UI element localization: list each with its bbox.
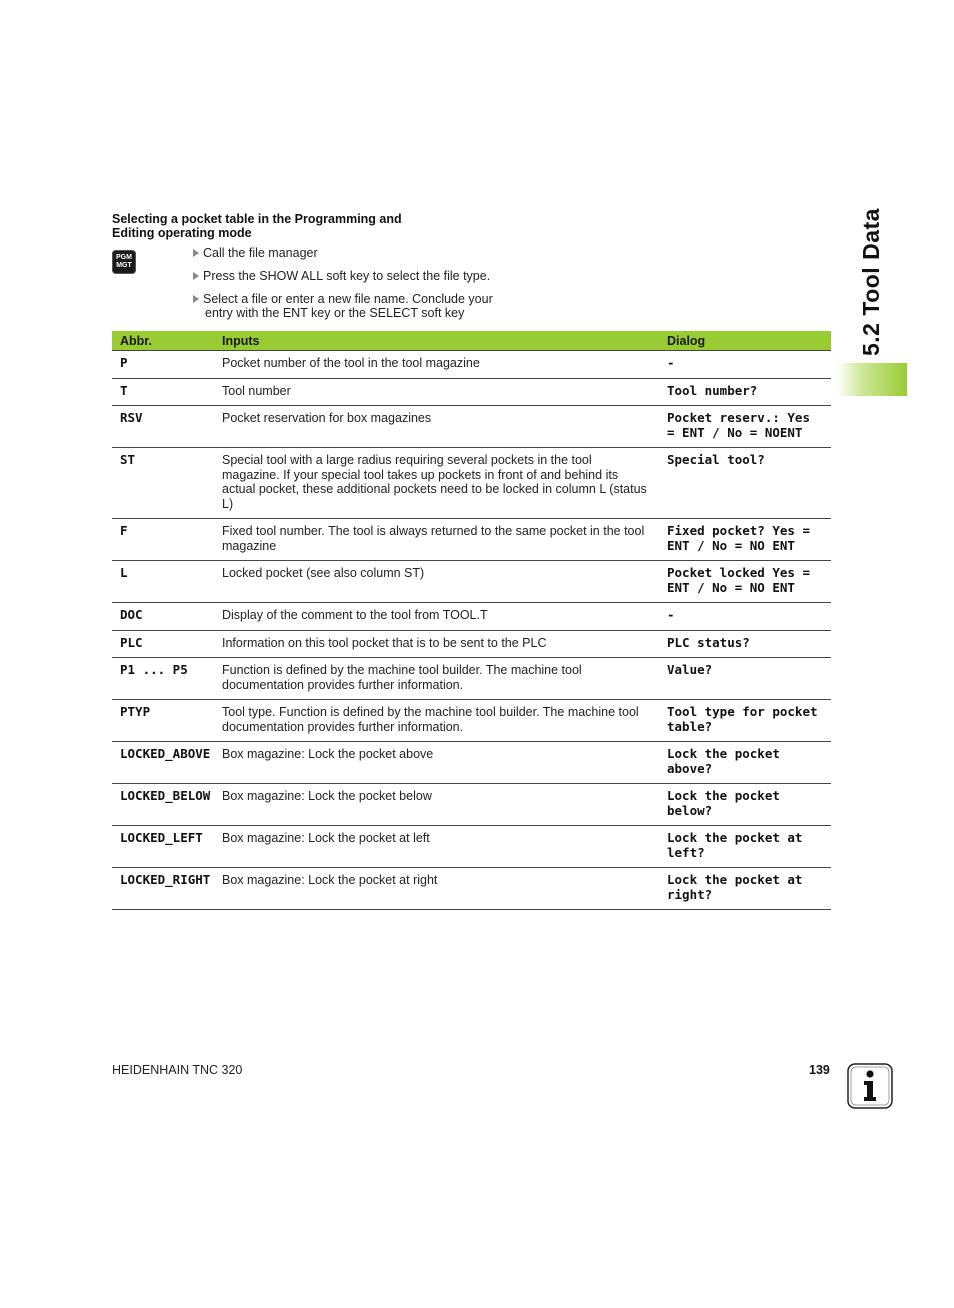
table-row — [112, 826, 831, 868]
step-item — [193, 246, 523, 260]
cell-inputs: Tool type. Function is defined by the machine tool builder. The machine tool documentation provides further information. — [214, 700, 659, 742]
step-text: Call the file manager — [203, 246, 318, 260]
cell-dialog: - — [659, 351, 831, 379]
arrow-right-icon — [193, 272, 199, 280]
cell-abbr: LOCKED_RIGHT — [112, 868, 214, 910]
cell-dialog: Fixed pocket? Yes = ENT / No = NO ENT — [659, 519, 831, 561]
cell-dialog: Special tool? — [659, 448, 831, 519]
cell-dialog: - — [659, 603, 831, 631]
section-title: 5.2 Tool Data — [858, 208, 884, 356]
pocket-table — [112, 331, 831, 910]
cell-abbr: ST — [112, 448, 214, 519]
cell-inputs: Pocket reservation for box magazines — [214, 406, 659, 448]
step-text-continued: entry with the ENT key or the SELECT soft key — [205, 306, 465, 320]
table-row — [112, 784, 831, 826]
cell-inputs: Box magazine: Lock the pocket at left — [214, 826, 659, 868]
step-text: Select a file or enter a new file name. Conclude your — [203, 292, 493, 306]
cell-dialog: Pocket reserv.: Yes = ENT / No = NOENT — [659, 406, 831, 448]
cell-dialog: Tool type for pocket table? — [659, 700, 831, 742]
table-row — [112, 700, 831, 742]
step-text: Press the SHOW ALL soft key to select the file type. — [203, 269, 491, 283]
cell-inputs: Box magazine: Lock the pocket at right — [214, 868, 659, 910]
cell-abbr: LOCKED_ABOVE — [112, 742, 214, 784]
pgm-mgt-key-icon — [112, 250, 136, 274]
cell-abbr: PLC — [112, 630, 214, 658]
table-row — [112, 448, 831, 519]
header-inputs: Inputs — [214, 331, 659, 351]
table-row — [112, 406, 831, 448]
key-label-1: PGM — [116, 254, 132, 261]
cell-dialog: Lock the pocket above? — [659, 742, 831, 784]
cell-abbr: DOC — [112, 603, 214, 631]
cell-inputs: Information on this tool pocket that is to be sent to the PLC — [214, 630, 659, 658]
cell-abbr: F — [112, 519, 214, 561]
cell-dialog: Lock the pocket at right? — [659, 868, 831, 910]
step-item — [193, 269, 523, 283]
key-label-2: MGT — [116, 262, 132, 269]
table-row — [112, 868, 831, 910]
section-heading — [112, 212, 442, 240]
cell-inputs: Pocket number of the tool in the tool magazine — [214, 351, 659, 379]
cell-abbr: LOCKED_BELOW — [112, 784, 214, 826]
cell-abbr: PTYP — [112, 700, 214, 742]
table-body — [112, 351, 831, 910]
cell-inputs: Locked pocket (see also column ST) — [214, 561, 659, 603]
cell-abbr: LOCKED_LEFT — [112, 826, 214, 868]
cell-dialog: Lock the pocket at left? — [659, 826, 831, 868]
table-row — [112, 603, 831, 631]
cell-inputs: Display of the comment to the tool from TOOL.T — [214, 603, 659, 631]
cell-abbr: RSV — [112, 406, 214, 448]
header-dialog: Dialog — [659, 331, 831, 351]
table-row — [112, 519, 831, 561]
header-abbr: Abbr. — [112, 331, 214, 351]
cell-dialog: Tool number? — [659, 378, 831, 406]
cell-inputs: Special tool with a large radius requiring several pockets in the tool magazine. If your special tool takes up pockets in front of and behind its actual pocket, these additional pockets need to be locked in column L (status L) — [214, 448, 659, 519]
table-row — [112, 351, 831, 379]
heading-line-2: Editing operating mode — [112, 226, 252, 240]
cell-inputs: Tool number — [214, 378, 659, 406]
cell-inputs: Function is defined by the machine tool builder. The machine tool documentation provides further information. — [214, 658, 659, 700]
cell-dialog: Pocket locked Yes = ENT / No = NO ENT — [659, 561, 831, 603]
table-row — [112, 742, 831, 784]
info-icon — [847, 1063, 893, 1109]
cell-abbr: P1 ... P5 — [112, 658, 214, 700]
heading-line-1: Selecting a pocket table in the Programming and — [112, 212, 402, 226]
table-row — [112, 378, 831, 406]
table-header-row — [112, 331, 831, 351]
cell-dialog: PLC status? — [659, 630, 831, 658]
table-row — [112, 658, 831, 700]
table-row — [112, 630, 831, 658]
cell-abbr: L — [112, 561, 214, 603]
step-item — [193, 292, 523, 320]
page-number: 139 — [809, 1063, 830, 1077]
cell-inputs: Fixed tool number. The tool is always returned to the same pocket in the tool magazine — [214, 519, 659, 561]
table-row — [112, 561, 831, 603]
cell-dialog: Lock the pocket below? — [659, 784, 831, 826]
cell-abbr: T — [112, 378, 214, 406]
arrow-right-icon — [193, 295, 199, 303]
section-tab-bar — [837, 363, 907, 396]
cell-inputs: Box magazine: Lock the pocket above — [214, 742, 659, 784]
cell-abbr: P — [112, 351, 214, 379]
cell-dialog: Value? — [659, 658, 831, 700]
cell-inputs: Box magazine: Lock the pocket below — [214, 784, 659, 826]
footer-product: HEIDENHAIN TNC 320 — [112, 1063, 243, 1077]
arrow-right-icon — [193, 249, 199, 257]
